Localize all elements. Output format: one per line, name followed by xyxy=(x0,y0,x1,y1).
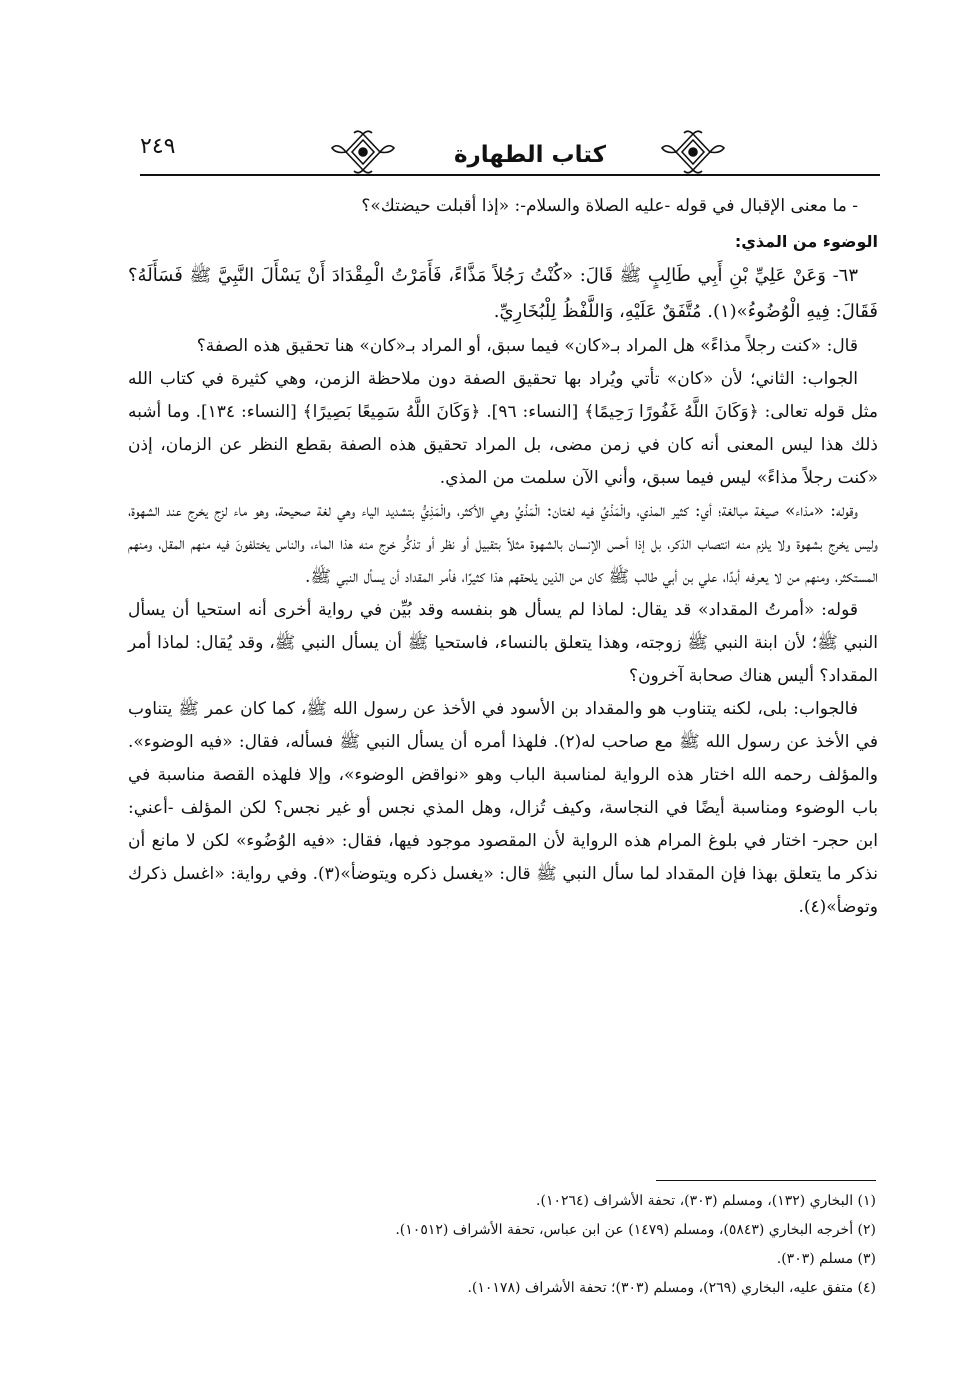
footnote-rule xyxy=(656,1180,876,1181)
paragraph: الجواب: الثاني؛ لأن «كان» تأتي ويُراد بها تحقيق الصفة دون ملاحظة الزمن، وهي كثيرة في كتاب الله مثل قوله تعالى: ﴿وَكَانَ اللَّهُ غَفُورًا رَحِيمًا﴾ [النساء: ٩٦]. ﴿وَكَانَ اللَّهُ سَمِيعًا بَصِيرًا﴾ [النساء: ١٣٤]. وما أشبه ذلك هذا ليس المعنى أنه كان في زمن مضى، بل المراد تحقيق هذه الصفة بقطع النظر عن الزمان، إذن «كنت رجلاً مذاءً» ليس فيما سبق، وأني الآن سلمت من المذي. xyxy=(128,369,878,488)
page-number: ٢٤٩ xyxy=(140,134,176,159)
paragraph: وقوله: «مذاء» صيغة مبالغة؛ أي: كثير المذي، والْمَذْيُ فيه لغتان: الْمَذْيُ وهي الأكثر، والْمَذِيُّ بتشديد الياء وهي لغة صحيحة، وهو ماء لزج يخرج عند الشهوة، وليس يخرج بشهوة ولا يلزم منه انتصاب الذكر، بل إذا أحس الإنسان بالشهوة مثلاً بتقبيل أو نظر أو تذكُّر خرج منه هذا الماء، والناس يختلفونَ فيه منهم المقل، ومنهم المستكثر، ومنهم من لا يعرفه أبدًا، علي بن أبي طالب ﷺ كان من الذين يلحقهم هذا كثيرًا، فأمر المقداد أن يسأل النبي ﷺ. xyxy=(128,501,878,587)
question-line: - ما معنى الإقبال في قوله -عليه الصلاة والسلام-: «إذا أقبلت حيضتك»؟ xyxy=(361,196,858,216)
paragraph: قوله: «أمرتُ المقداد» قد يقال: لماذا لم يسأل هو بنفسه وقد بُيِّن في رواية أخرى أنه استحيا أن يسأل النبي ﷺ؛ لأن ابنة النبي ﷺ زوجته، وهذا يتعلق بالنساء، فاستحيا ﷺ أن يسأل النبي ﷺ، وقد يُقال: لماذا أمر المقداد؟ أليس هناك صحابة آخرون؟ xyxy=(128,600,878,686)
footnote: (٤) متفق عليه، البخاري (٢٦٩)، ومسلم (٣٠٣)؛ تحفة الأشراف (١٠١٧٨). xyxy=(467,1280,876,1296)
hadith-text: ٦٣- وَعَنْ عَلِيِّ بْنِ أَبِي طَالِبٍ ﷺ قَالَ: «كُنْتُ رَجُلاً مَذَّاءً، فَأَمَرْتُ الْمِقْدَادَ أَنْ يَسْأَلَ النَّبِيَّ ﷺ فَسَأَلَهُ؟ فَقَالَ: فِيهِ الْوُضُوءُ»(١). مُتَّفَقٌ عَلَيْهِ، وَاللَّفْظُ لِلْبُخَارِيِّ. xyxy=(128,265,878,322)
floral-ornament-icon xyxy=(660,128,726,176)
page-header xyxy=(140,128,880,178)
paragraph: فالجواب: بلى، لكنه يتناوب هو والمقداد بن الأسود في الأخذ عن رسول الله ﷺ، كما كان عمر ﷺ يتناوب في الأخذ عن رسول الله ﷺ مع صاحب له(٢). فلهذا أمره أن يسأل النبي ﷺ فسأله، فقال: «فيه الوضوء». والمؤلف رحمه الله اختار هذه الرواية لمناسبة الباب وهو «نواقض الوضوء»، وإلا فلهذه القصة مناسبة في باب الوضوء ومناسبة أيضًا في النجاسة، وكيف تُزال، وهل المذي نجس أو غير نجس؟ لكن المؤلف -أعني: ابن حجر- اختار في بلوغ المرام هذه الرواية لأن المقصود موجود فيها، فقال: «فيه الوُضُوء» لكن لا مانع أن نذكر ما يتعلق بهذا فإن المقداد لما سأل النبي ﷺ قال: «يغسل ذكره ويتوضأ»(٣). وفي رواية: «اغسل ذكرك وتوضأ»(٤). xyxy=(128,699,879,917)
main-text xyxy=(128,190,878,924)
header-rule xyxy=(140,174,880,176)
book-title: كتاب الطهارة xyxy=(453,142,607,168)
footnotes xyxy=(140,1180,876,1303)
paragraph: قال: «كنت رجلاً مذاءً» هل المراد بـ«كان» فيما سبق، أو المراد بـ«كان» هنا تحقيق هذه الصفة؟ xyxy=(196,336,858,356)
floral-ornament-icon xyxy=(330,128,396,176)
footnote: (٣) مسلم (٣٠٣). xyxy=(776,1251,876,1267)
section-heading: الوضوء من المذي: xyxy=(734,232,878,251)
footnote: (١) البخاري (١٣٢)، ومسلم (٣٠٣)، تحفة الأشراف (١٠٢٦٤). xyxy=(536,1193,876,1209)
footnote: (٢) أخرجه البخاري (٥٨٤٣)، ومسلم (١٤٧٩) عن ابن عباس، تحفة الأشراف (١٠٥١٢). xyxy=(395,1222,876,1238)
